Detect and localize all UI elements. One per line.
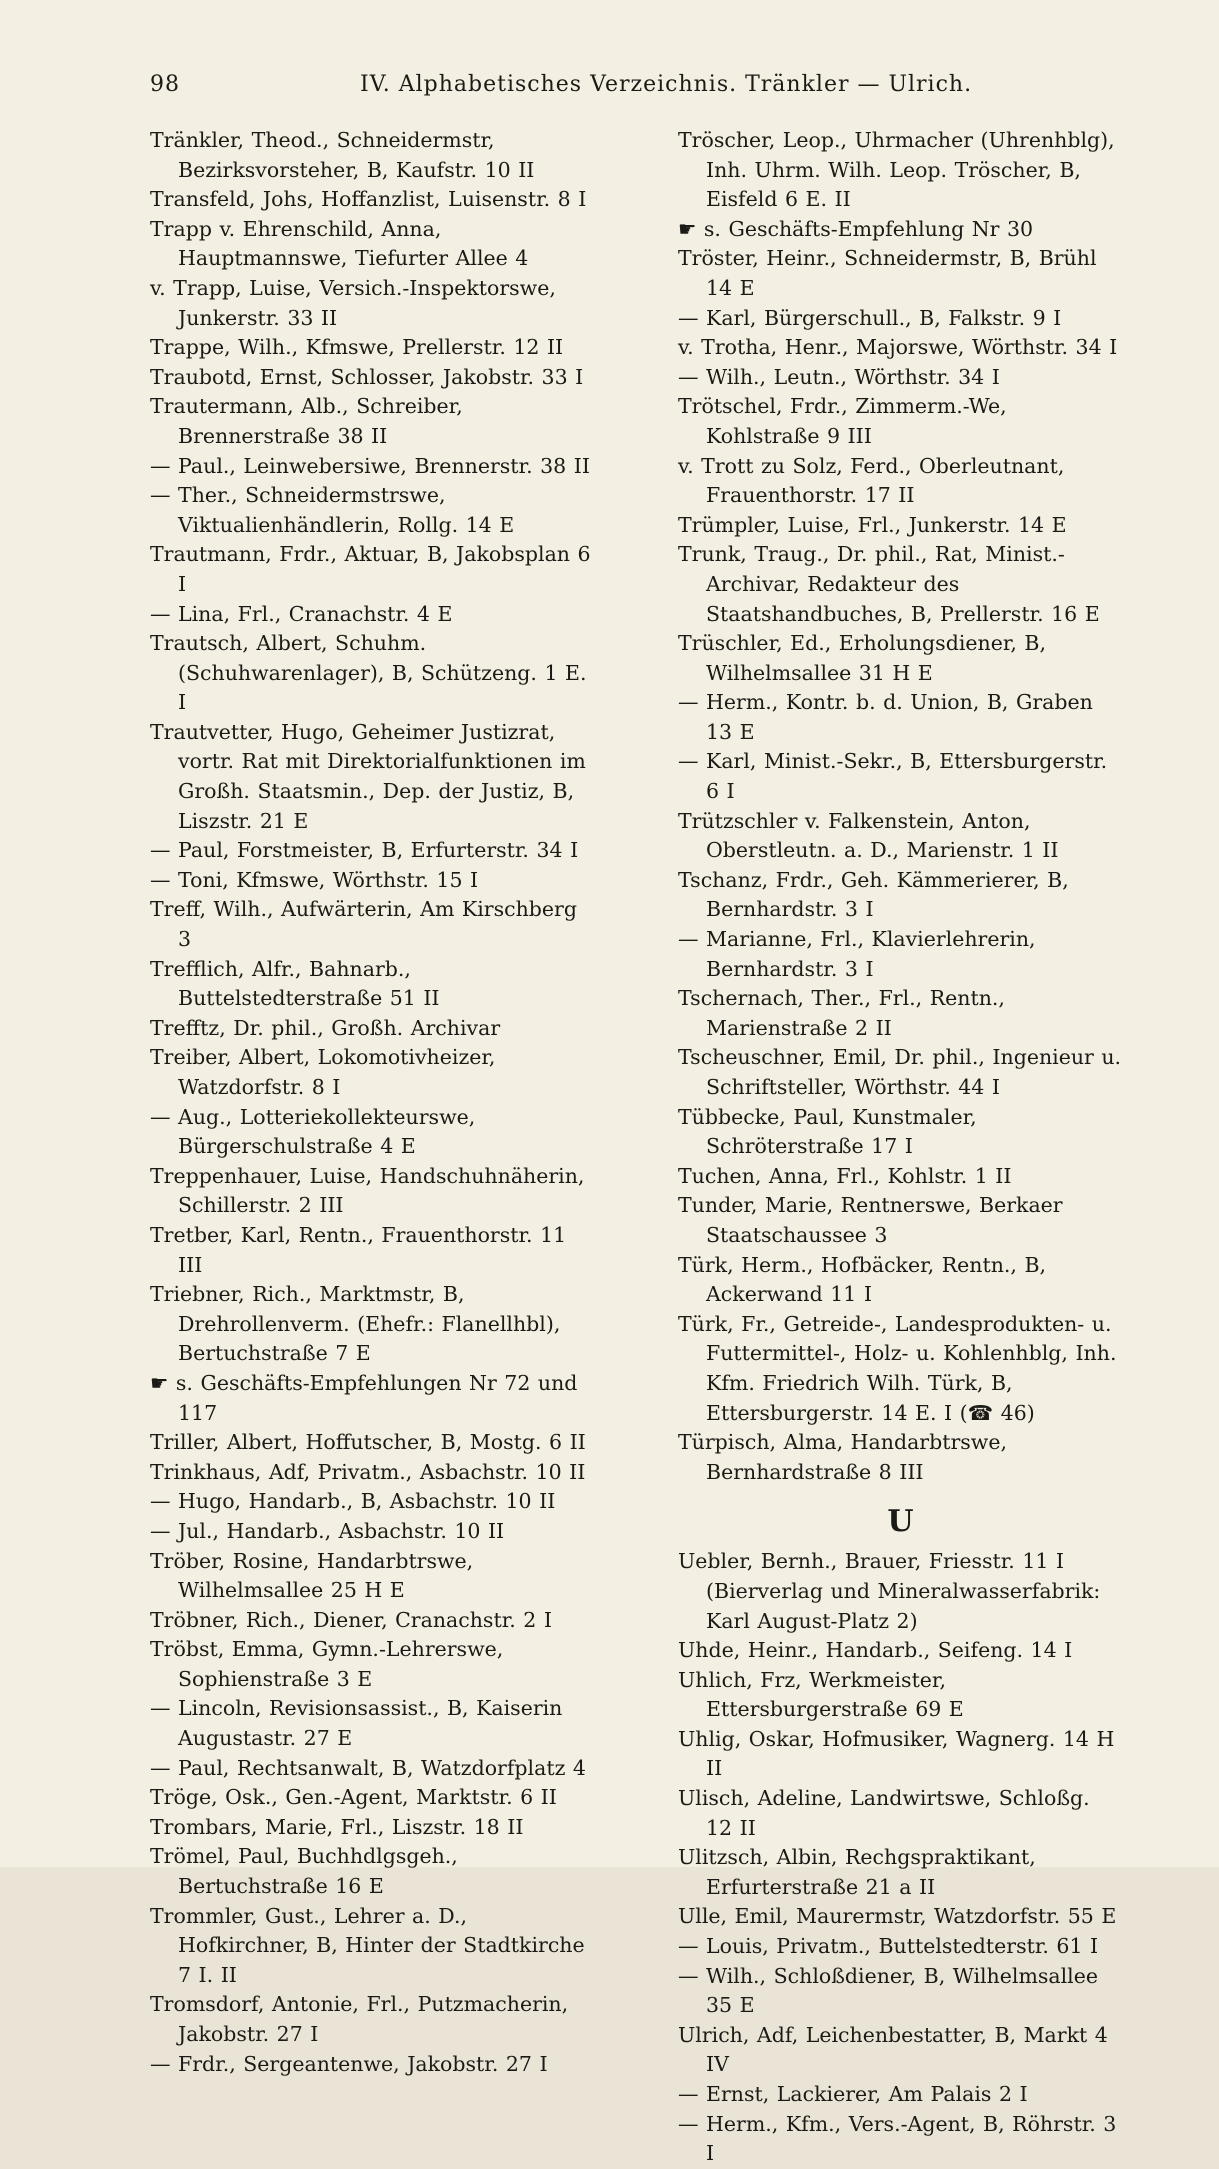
left-column [150,126,595,2079]
directory-entry: — Frdr., Sergeantenwe, Jakobstr. 27 I [150,2051,548,2076]
directory-entry: v. Trott zu Solz, Ferd., Oberleutnant, Frauenthorstr. 17 II [678,453,1065,508]
directory-entry: v. Trapp, Luise, Versich.-Inspektorswe, Junkerstr. 33 II [150,275,556,330]
directory-entry: — Toni, Kfmswe, Wörthstr. 15 I [150,867,479,892]
directory-entry: — Louis, Privatm., Buttelstedterstr. 61 I [678,1934,1099,1959]
directory-entry: Ulisch, Adeline, Landwirtswe, Schloßg. 12 II [678,1786,1090,1840]
directory-entry: Traubotd, Ernst, Schlosser, Jakobstr. 33 I [150,364,584,389]
directory-entry: Trinkhaus, Adf, Privatm., Asbachstr. 10 II [150,1459,586,1484]
directory-entry: — Karl, Minist.-Sekr., B, Ettersburgerstr. 6 I [678,749,1108,804]
directory-entry: — Wilh., Schloßdiener, B, Wilhelmsallee 35 E [678,1963,1099,2018]
directory-entry: Tröscher, Leop., Uhrmacher (Uhrenhblg), Inh. Uhrm. Wilh. Leop. Tröscher, B, Eisfeld 6 E. II [678,128,1115,212]
directory-entry: Ulitzsch, Albin, Rechgspraktikant, Erfurterstraße 21 a II [678,1845,1036,1899]
right-column [678,126,1123,2169]
directory-entry: Treppenhauer, Luise, Handschuhnäherin, Schillerstr. 2 III [150,1163,585,1218]
directory-entry: — Paul., Leinwebersiwe, Brennerstr. 38 II [150,453,590,478]
directory-entry: Trefflich, Alfr., Bahnarb., Buttelstedterstraße 51 II [150,956,440,1011]
directory-entry: — Paul, Rechtsanwalt, B, Watzdorfplatz 4 [150,1755,586,1780]
directory-entry: — Wilh., Leutn., Wörthstr. 34 I [678,364,1000,389]
directory-entry: Trautvetter, Hugo, Geheimer Justizrat, vortr. Rat mit Direktorialfunktionen im Großh. Staatsmin., Dep. der Justiz, B, Liszstr. 21 E [150,719,586,833]
directory-entry: Tscheuschner, Emil, Dr. phil., Ingenieur u. Schriftsteller, Wörthstr. 44 I [678,1045,1122,1099]
page-title: IV. Alphabetisches Verzeichnis. Tränkler — Ulrich. [360,72,973,97]
directory-entry: Trümpler, Luise, Frl., Junkerstr. 14 E [678,512,1067,537]
directory-entry: Tröge, Osk., Gen.-Agent, Marktstr. 6 II [150,1785,557,1810]
directory-entry: Tretber, Karl, Rentn., Frauenthorstr. 11 III [150,1222,567,1277]
directory-entry: Trommler, Gust., Lehrer a. D., Hofkirchner, B, Hinter der Stadtkirche 7 I. II [150,1903,585,1987]
directory-entry: Tröbner, Rich., Diener, Cranachstr. 2 I [150,1607,552,1632]
directory-entry: Tröber, Rosine, Handarbtrswe, Wilhelmsallee 25 H E [150,1548,474,1603]
directory-entry: Trützschler v. Falkenstein, Anton, Oberstleutn. a. D., Marienstr. 1 II [678,808,1059,863]
directory-entry: Trappe, Wilh., Kfmswe, Prellerstr. 12 II [150,335,564,360]
directory-entry: Tuchen, Anna, Frl., Kohlstr. 1 II [678,1163,1012,1188]
directory-entry: Transfeld, Johs, Hoffanzlist, Luisenstr. 8 I [150,187,587,212]
directory-entry: — Ther., Schneidermstrswe, Viktualienhändlerin, Rollg. 14 E [150,483,515,537]
directory-entry: Tunder, Marie, Rentnerswe, Berkaer Staatschaussee 3 [678,1193,1063,1247]
directory-entry: — Aug., Lotteriekollekteurswe, Bürgerschulstraße 4 E [150,1104,476,1159]
directory-entry: — Lina, Frl., Cranachstr. 4 E [150,601,453,626]
directory-entry: Trapp v. Ehrenschild, Anna, Hauptmannswe, Tiefurter Allee 4 [150,216,529,271]
directory-entry: Trautmann, Frdr., Aktuar, B, Jakobsplan 6 I [150,542,591,596]
page-header [150,72,1050,102]
directory-entry: Trautermann, Alb., Schreiber, Brennerstraße 38 II [150,394,463,448]
directory-entry: — Marianne, Frl., Klavierlehrerin, Bernhardstr. 3 I [678,927,1036,981]
directory-entry: Trombars, Marie, Frl., Liszstr. 18 II [150,1814,524,1839]
directory-entry: Triller, Albert, Hoffutscher, B, Mostg. 6 II [150,1430,586,1455]
directory-entry: Tränkler, Theod., Schneidermstr, Bezirksvorsteher, B, Kaufstr. 10 II [150,128,535,182]
directory-entry: Trefftz, Dr. phil., Großh. Archivar [150,1015,501,1040]
directory-entry: Türpisch, Alma, Handarbtrswe, Bernhardstraße 8 III [678,1430,1007,1484]
directory-entry: — Herm., Kontr. b. d. Union, B, Graben 13 E [678,690,1093,744]
directory-entry: Türk, Fr., Getreide-, Landesprodukten- u. Futtermittel-, Holz- u. Kohlenhblg, Inh. Kfm. Friedrich Wilh. Türk, B, Ettersburgerstr. 14 E. I (☎ 46) [678,1311,1117,1425]
directory-entry: Trömel, Paul, Buchhdlgsgeh., Bertuchstraße 16 E [150,1844,458,1899]
directory-entry: v. Trotha, Henr., Majorswe, Wörthstr. 34 I [678,335,1118,360]
directory-entry: Treff, Wilh., Aufwärterin, Am Kirschberg 3 [150,897,577,952]
directory-entry: Ulle, Emil, Maurermstr, Watzdorfstr. 55 E [678,1904,1117,1929]
directory-entry: Trunk, Traug., Dr. phil., Rat, Minist.-Archivar, Redakteur des Staatshandbuches, B, Prellerstr. 16 E [678,542,1100,626]
directory-entry: Trüschler, Ed., Erholungsdiener, B, Wilhelmsallee 31 H E [678,631,1047,685]
directory-entry: — Paul, Forstmeister, B, Erfurterstr. 34 I [150,838,579,863]
directory-entry: Tübbecke, Paul, Kunstmaler, Schröterstraße 17 I [678,1104,977,1159]
section-letter: U [887,1504,914,1540]
directory-entry: Tröster, Heinr., Schneidermstr, B, Brühl 14 E [678,246,1097,300]
directory-entry: ☛ s. Geschäfts-Empfehlungen Nr 72 und 117 [150,1370,578,1425]
directory-entry: — Herm., Kfm., Vers.-Agent, B, Röhrstr. 3 I [678,2111,1117,2166]
directory-entry: Ulrich, Adf, Leichenbestatter, B, Markt 4 IV [678,2022,1108,2077]
directory-entry: — Jul., Handarb., Asbachstr. 10 II [150,1518,505,1543]
directory-entry: ☛ s. Geschäfts-Empfehlung Nr 30 [678,216,1034,241]
directory-entry: Uebler, Bernh., Brauer, Friesstr. 11 I (Bierverlag und Mineralwasserfabrik: Karl August-Platz 2) [678,1549,1101,1633]
page-number: 98 [150,72,180,97]
directory-entry: Tschanz, Frdr., Geh. Kämmerierer, B, Bernhardstr. 3 I [678,867,1069,922]
directory-entry: Trautsch, Albert, Schuhm. (Schuhwarenlager), B, Schützeng. 1 E. I [150,631,587,715]
directory-entry: Türk, Herm., Hofbäcker, Rentn., B, Ackerwand 11 I [678,1252,1047,1307]
directory-entry: Tromsdorf, Antonie, Frl., Putzmacherin, Jakobstr. 27 I [150,1992,569,2046]
directory-entry: Uhlig, Oskar, Hofmusiker, Wagnerg. 14 H II [678,1726,1115,1781]
directory-entry: Tröbst, Emma, Gymn.-Lehrerswe, Sophienstraße 3 E [150,1637,504,1691]
directory-entry: Triebner, Rich., Marktmstr, B, Drehrollenverm. (Ehefr.: Flanellhbl), Bertuchstraße 7 E [150,1282,561,1366]
directory-entry: — Hugo, Handarb., B, Asbachstr. 10 II [150,1489,556,1514]
directory-entry: — Ernst, Lackierer, Am Palais 2 I [678,2082,1028,2106]
directory-entry: Uhlich, Frz, Werkmeister, Ettersburgerstraße 69 E [678,1667,964,1722]
directory-entry: Uhde, Heinr., Handarb., Seifeng. 14 I [678,1638,1073,1663]
directory-entry: Tschernach, Ther., Frl., Rentn., Marienstraße 2 II [678,986,1005,1040]
directory-entry: Treiber, Albert, Lokomotivheizer, Watzdorfstr. 8 I [150,1045,496,1099]
directory-entry: — Lincoln, Revisionsassist., B, Kaiserin Augustastr. 27 E [150,1696,563,1751]
directory-entry: — Karl, Bürgerschull., B, Falkstr. 9 I [678,305,1062,330]
directory-entry: Trötschel, Frdr., Zimmerm.-We, Kohlstraße 9 III [678,394,1007,448]
